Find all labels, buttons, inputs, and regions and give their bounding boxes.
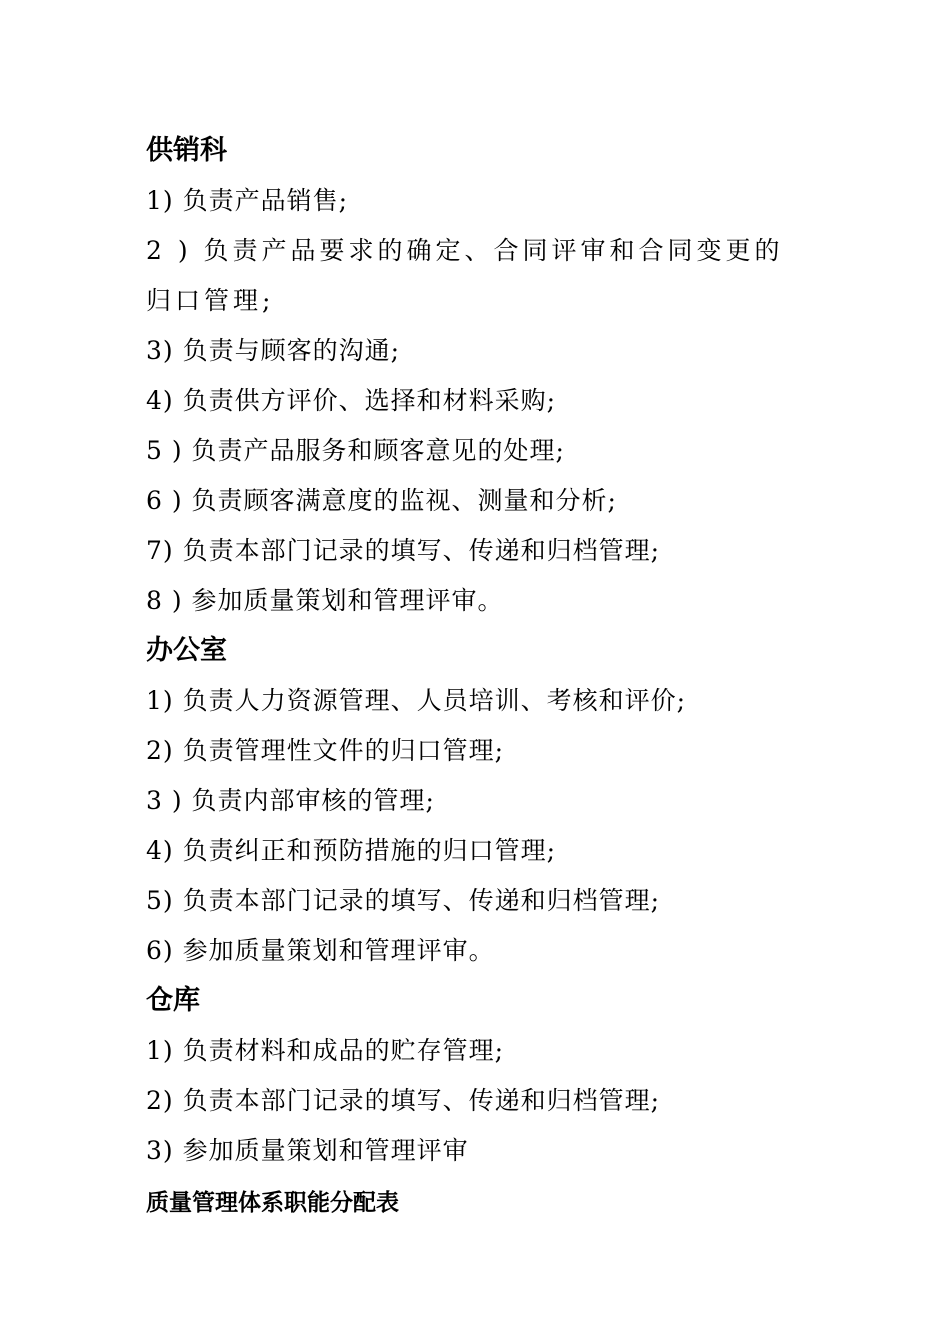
- list-item: 5) 负责本部门记录的填写、传递和归档管理;: [146, 886, 661, 915]
- list-item: 1) 负责人力资源管理、人员培训、考核和评价;: [146, 686, 687, 715]
- list-item: 5 ) 负责产品服务和顾客意见的处理;: [146, 436, 565, 465]
- list-item: 4) 负责纠正和预防措施的归口管理;: [146, 836, 557, 865]
- document-body: [146, 126, 826, 1228]
- list-item: 2) 负责管理性文件的归口管理;: [146, 736, 505, 765]
- table-title: 质量管理体系职能分配表: [146, 1190, 399, 1216]
- section-heading: 仓库: [146, 985, 200, 1016]
- list-item: 8 ) 参加质量策划和管理评审。: [146, 586, 504, 615]
- list-item: 4) 负责供方评价、选择和材料采购;: [146, 386, 557, 415]
- list-item: 1) 负责产品销售;: [146, 186, 349, 215]
- list-item: 6 ) 负责顾客满意度的监视、测量和分析;: [146, 486, 617, 515]
- section-heading: 供销科: [146, 135, 227, 166]
- section-warehouse: [146, 976, 826, 1176]
- section-office: [146, 626, 826, 976]
- list-item: 6) 参加质量策划和管理评审。: [146, 936, 495, 965]
- list-item: 2) 负责本部门记录的填写、传递和归档管理;: [146, 1086, 661, 1115]
- section-sales-supply: [146, 126, 826, 626]
- list-item: 2 ) 负责产品要求的确定、合同评审和合同变更的归口管理;: [146, 236, 784, 315]
- list-item: 7) 负责本部门记录的填写、传递和归档管理;: [146, 536, 661, 565]
- list-item: 3) 负责与顾客的沟通;: [146, 336, 401, 365]
- list-item: 3) 参加质量策划和管理评审: [146, 1136, 469, 1165]
- list-item: 1) 负责材料和成品的贮存管理;: [146, 1036, 505, 1065]
- list-item: 3 ) 负责内部审核的管理;: [146, 786, 435, 815]
- section-heading: 办公室: [146, 635, 227, 666]
